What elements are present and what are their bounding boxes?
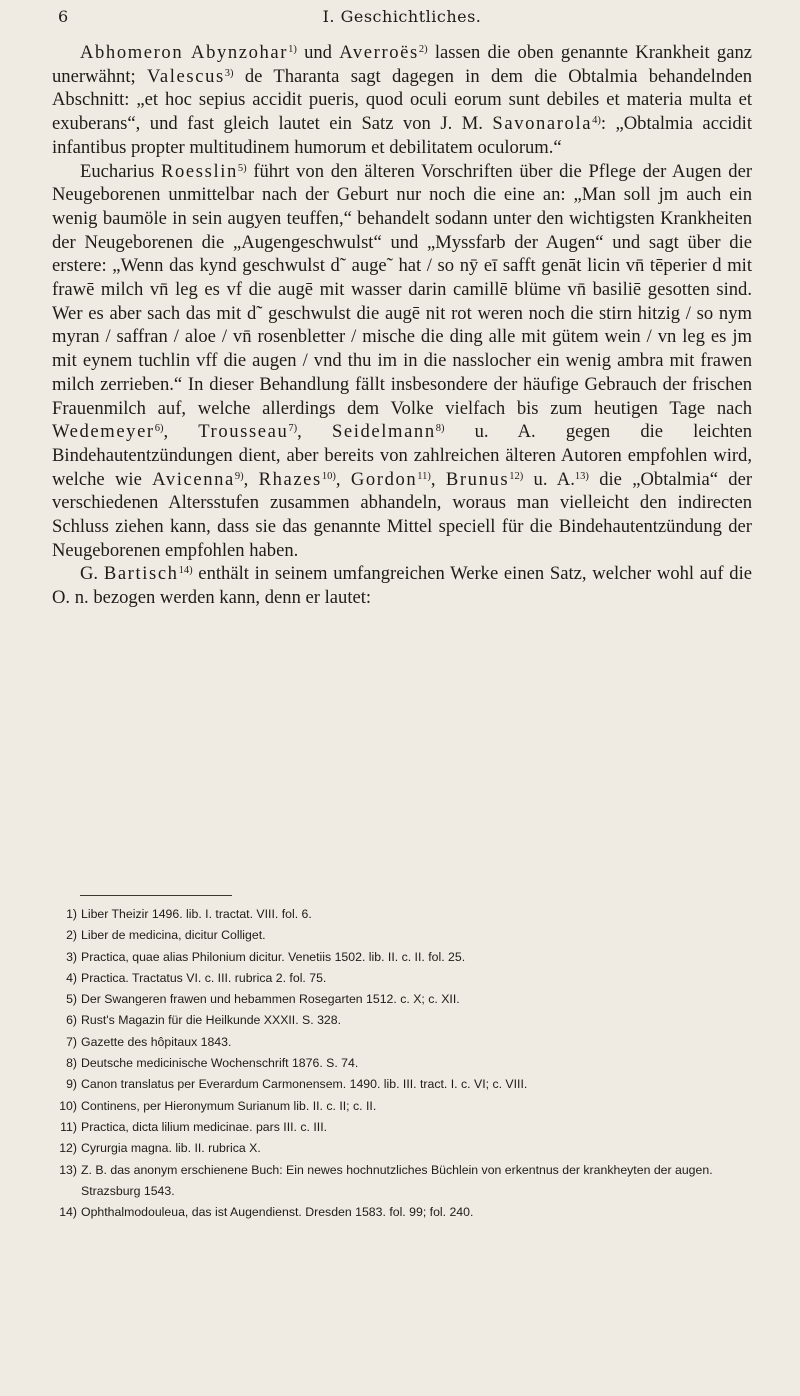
footnote-number: 8) bbox=[66, 1056, 77, 1071]
text-run: die „Obtalmia“ der verschiedenen Altersstufen zusammen abhandeln, woraus man vielleicht den indirecten Schluss ziehen kann, dass sie das genannte Mittel speciell für die Bindehautentzündung der Neugeborenen empfohlen haben. bbox=[52, 468, 753, 561]
footnote-ref[interactable]: 6) bbox=[154, 423, 164, 435]
footnote-text: Continens, per Hieronymum Surianum lib. II. c. II; c. II. bbox=[81, 1098, 377, 1113]
footnote-text: Gazette des hôpitaux 1843. bbox=[81, 1034, 232, 1049]
footnote-item bbox=[52, 989, 752, 1010]
text-run: , bbox=[430, 468, 446, 490]
footnote-item bbox=[52, 1096, 752, 1117]
footnote-item bbox=[52, 1074, 752, 1095]
footnotes-list bbox=[52, 904, 752, 1223]
text-run: u. A. gegen die leichten Bindehautentzündungen dient, aber bereits von zahlreichen älteren Autoren empfohlen wird, welche wie bbox=[52, 421, 753, 490]
footnote-item bbox=[52, 1138, 752, 1159]
text-run: enthält in seinem umfangreichen Werke einen Satz, welcher wohl auf die O. n. bezogen werden kann, denn er lautet: bbox=[52, 563, 752, 609]
author-name: Brunus bbox=[445, 468, 510, 490]
footnote-number: 1) bbox=[66, 907, 77, 921]
footnote-number: 14) bbox=[59, 1205, 77, 1220]
footnote-number: 11) bbox=[60, 1119, 77, 1134]
author-name: Valescus bbox=[146, 65, 225, 87]
text-run: G. bbox=[80, 563, 104, 585]
paragraph-1 bbox=[52, 41, 752, 160]
footnote-item bbox=[52, 1160, 752, 1203]
footnote-item bbox=[52, 1032, 752, 1053]
footnote-item bbox=[52, 925, 752, 946]
footnote-text: Canon translatus per Everardum Carmonensem. 1490. lib. III. tract. I. c. VI; c. VIII. bbox=[81, 1077, 528, 1092]
footnote-number: 10) bbox=[59, 1098, 77, 1113]
text-run: : „Obtalmia accidit infantibus propter multitudinem humorum et debilitatem oculorum.“ bbox=[52, 113, 752, 158]
footnote-text: Liber Theizir 1496. lib. I. tractat. VIII. fol. 6. bbox=[81, 907, 312, 921]
footnote-text: Deutsche medicinische Wochenschrift 1876. S. 74. bbox=[81, 1056, 359, 1071]
footnote-ref[interactable]: 12) bbox=[509, 470, 524, 482]
footnote-ref[interactable]: 4) bbox=[592, 115, 601, 127]
footnote-text: Z. B. das anonym erschienene Buch: Ein newes hochnutzliches Büchlein von erkentnus der krankheyten der augen. Strazsburg 1543. bbox=[81, 1162, 713, 1198]
footnote-ref[interactable]: 1) bbox=[288, 44, 297, 55]
author-name: Roesslin bbox=[161, 160, 238, 182]
footnote-text: Ophthalmodouleua, das ist Augendienst. Dresden 1583. fol. 99; fol. 240. bbox=[81, 1205, 474, 1220]
text-run: u. A. bbox=[523, 468, 575, 490]
author-name: Rhazes bbox=[258, 468, 322, 490]
footnote-divider bbox=[80, 895, 232, 896]
footnote-number: 13) bbox=[59, 1162, 77, 1177]
footnote-number: 5) bbox=[66, 992, 77, 1007]
page-number: 6 bbox=[58, 7, 69, 26]
footnote-ref[interactable]: 14) bbox=[178, 565, 193, 577]
footnote-number: 7) bbox=[66, 1034, 77, 1049]
text-run: , bbox=[297, 421, 332, 443]
author-name: Abhomeron Abynzohar bbox=[80, 42, 289, 63]
text-run: führt von den älteren Vorschriften über die Pflege der Augen der Neugeborenen unmittelbar nach der Geburt nur noch die eine an: „Man soll jm auch ein wenig baumöle in sein augyen teuffen,“ behandelt sodann unter den wichtigsten Krankheiten der Neugeborenen die „Augengeschwulst“ und „Myssfarb der Augen“ und sagt über die erstere: „Wenn das kynd geschwulst d˜ auge˜ hat / so nȳ eī safft genāt licin vn̄ tēperier d mit frawē milch vn̄ leg es vf die augē mit wasser darin camillē blüme vn̄ basiliē gesotten sind. Wer es aber sach das mit d˜ geschwulst die augē nit rot weren noch die stirn hitzig / so nym myran / saffran / aloe / vn̄ rosenbletter / mische die ding alle mit gütem wein / vn leg es jm mit eynem tuchlin vff die augen / vnd thu im in die nasslocher ein wenig ambra mit frawen milch zerrieben.“ In dieser Behandlung fällt insbesondere der häufige Gebrauch der frischen Frauenmilch auf, welche allerdings dem Volke vielfach bis zum heutigen Tage nach bbox=[52, 160, 753, 419]
footnote-item bbox=[52, 1117, 752, 1138]
footnote-item bbox=[52, 1010, 752, 1031]
footnote-number: 3) bbox=[66, 949, 77, 964]
footnote-item bbox=[52, 904, 752, 925]
footnote-text: Practica. Tractatus VI. c. III. rubrica 2. fol. 75. bbox=[81, 970, 327, 985]
author-name: Seidelmann bbox=[331, 421, 436, 443]
text-run: , bbox=[163, 421, 199, 443]
footnote-item bbox=[52, 1202, 752, 1223]
running-head bbox=[52, 3, 752, 33]
author-name: Gordon bbox=[350, 468, 418, 490]
author-name: Avicenna bbox=[152, 468, 235, 490]
footnote-text: Rust's Magazin für die Heilkunde XXXII. S. 328. bbox=[81, 1013, 342, 1028]
footnote-ref[interactable]: 13) bbox=[574, 470, 589, 482]
footnote-text: Der Swangeren frawen und hebammen Rosegarten 1512. c. X; c. XII. bbox=[81, 992, 460, 1007]
text-run: , bbox=[243, 468, 259, 490]
paragraph-2 bbox=[52, 160, 752, 563]
footnote-item bbox=[52, 947, 752, 968]
footnote-text: Cyrurgia magna. lib. II. rubrica X. bbox=[81, 1141, 261, 1156]
section-title: I. Geschichtliches. bbox=[322, 7, 482, 26]
footnote-text: Practica, dicta lilium medicinae. pars III. c. III. bbox=[81, 1119, 328, 1134]
footnote-item bbox=[52, 968, 752, 989]
footnote-number: 12) bbox=[59, 1141, 77, 1156]
footnote-ref[interactable]: 8) bbox=[435, 423, 445, 435]
footnote-number: 4) bbox=[66, 970, 77, 985]
text-run: lassen die oben genannte Krankheit ganz unerwähnt; bbox=[52, 42, 753, 87]
footnote-ref[interactable]: 10) bbox=[321, 470, 336, 482]
footnote-ref[interactable]: 3) bbox=[224, 67, 234, 79]
author-name: Averroës bbox=[339, 42, 419, 63]
footnote-number: 6) bbox=[66, 1013, 77, 1028]
footnote-ref[interactable]: 7) bbox=[288, 423, 298, 435]
author-name: Savonarola bbox=[492, 113, 593, 135]
paragraph-3 bbox=[52, 562, 752, 609]
author-name: Trousseau bbox=[198, 421, 289, 443]
footnote-ref[interactable]: 5) bbox=[237, 162, 247, 174]
text-run: und bbox=[296, 42, 340, 63]
author-name: Bartisch bbox=[103, 563, 179, 585]
text-run: Eucharius bbox=[80, 160, 162, 182]
footnote-number: 2) bbox=[66, 928, 77, 943]
footnote-text: Liber de medicina, dicitur Colliget. bbox=[81, 928, 266, 943]
text-run: , bbox=[335, 468, 351, 490]
footnote-ref[interactable]: 11) bbox=[417, 470, 431, 482]
footnote-ref[interactable]: 2) bbox=[418, 44, 428, 55]
footnote-ref[interactable]: 9) bbox=[234, 470, 244, 482]
main-text bbox=[52, 41, 752, 610]
footnote-item bbox=[52, 1053, 752, 1074]
text-run: de Tharanta sagt dagegen in dem die Obtalmia behandelnden Abschnitt: „et hoc sepius accidit pueris, quod oculi eorum sunt debiles et materia multa et exuberans“, und fast gleich lautet ein Satz von J. M. bbox=[52, 65, 752, 135]
author-name: Wedemeyer bbox=[52, 421, 155, 443]
footnote-text: Practica, quae alias Philonium dicitur. Venetiis 1502. lib. II. c. II. fol. 25. bbox=[81, 949, 466, 964]
footnote-number: 9) bbox=[66, 1077, 77, 1092]
